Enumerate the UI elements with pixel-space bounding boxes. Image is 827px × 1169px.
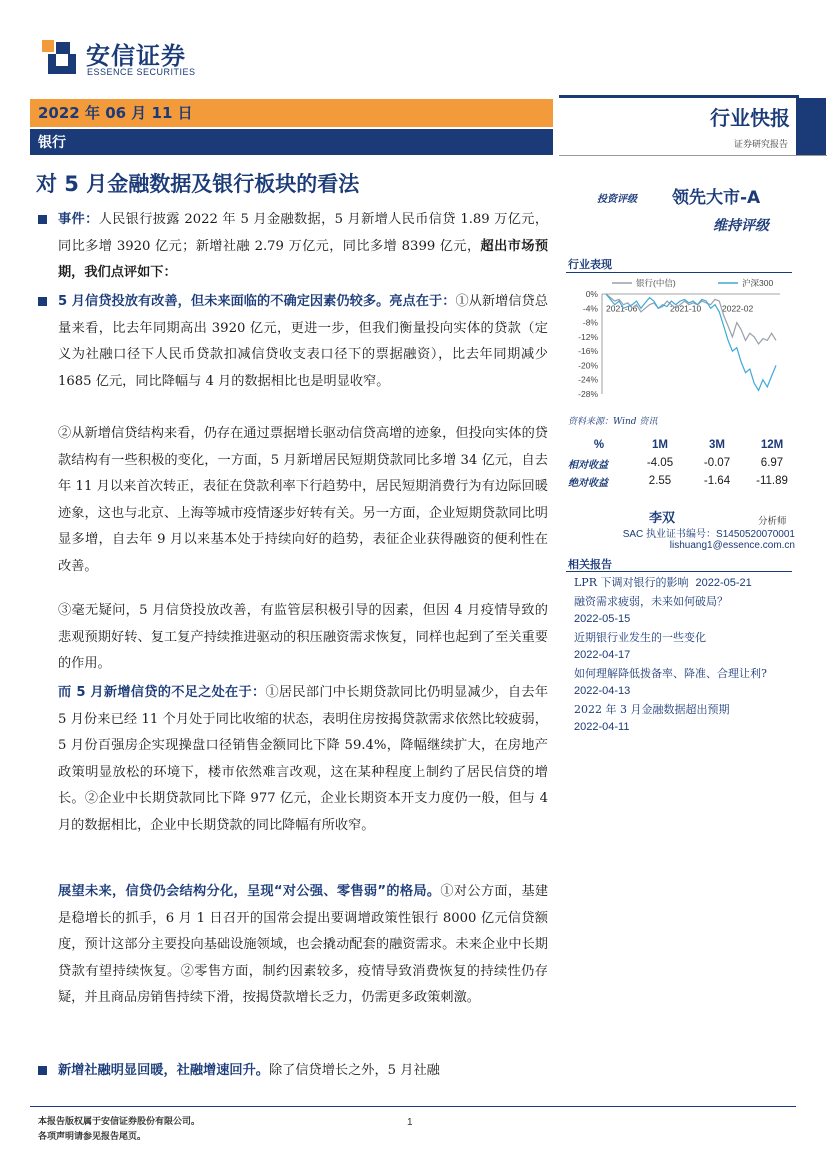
performance-table	[568, 436, 800, 490]
company-logo	[40, 38, 80, 78]
report-date: 2022 年 06 月 11 日	[38, 104, 193, 122]
footer-disclaimer: 各项声明请参见报告尾页。	[38, 1132, 147, 1142]
header-accent-block	[796, 98, 826, 155]
related-report-item[interactable]	[574, 629, 788, 665]
bullet-icon	[38, 297, 47, 306]
analyst-cert: SAC 执业证书编号：S1450520070001	[622, 529, 795, 540]
header-thin-rule	[559, 155, 827, 156]
report-subtitle: 证券研究报告	[733, 140, 788, 150]
table-header-cell: 3M	[709, 439, 725, 451]
rating-value: 领先大市-A	[672, 188, 761, 208]
footer-rule	[30, 1106, 796, 1107]
table-cell: -11.89	[756, 475, 788, 487]
related-report-date: 2022-04-13	[574, 685, 631, 697]
credit-structure-text: ②从新增信贷结构来看，仍存在通过票据增长驱动信贷高增的迹象，但投向实体的贷款结构有一些积极的变化，一方面，5 月新增居民短期贷款同比多增 34 亿元，自去年 11 月以来首次转正，表征在贷款利率下行趋势中，居民短期消费行为有边际回暖迹象，这也与北京、上海等城市疫情逐步好转有关。另一方面，企业短期贷款同比明显多增，自去年 9 月以来基本处于持续向好的趋势，表征企业获得融资的便利性在改善。	[58, 426, 548, 574]
rating-action: 维持评级	[713, 218, 769, 234]
analyst-role: 分析师	[758, 516, 787, 527]
outlook-lead: 展望未来，信贷仍会结构分化，呈现“对公强、零售弱”的格局。	[58, 884, 441, 899]
weakness-text: ①居民部门中长期贷款同比仍明显减少，自去年 5 月份来已经 11 个月处于同比收缩的状态，表明住房按揭贷款需求依然比较疲弱，5 月份百强房企实现操盘口径销售金额同比下降 59.4%，降幅继续扩大，在房地产政策明显放松的环境下，楼市依然难言改观，这在某种程度上制约了居民信贷的增长。②企业中长期贷款同比下降 977 亿元，企业长期资本开支力度仍一般，但与 4 月的数据相比，企业中长期贷款的同比降幅有所收窄。	[58, 685, 549, 833]
table-cell: 6.97	[760, 457, 784, 469]
credit-text: ①从新增信贷总量来看，比去年同期高出 3920 亿元，更进一步，但我们衡量投向实体的贷款（定义为社融口径下人民币贷款扣减信贷收支表口径下的票据融资），比去年同期减少 1685 亿元，同比降幅与 4 月的数据相比也是明显收窄。	[58, 294, 549, 389]
event-lead: 事件：	[58, 212, 99, 227]
related-report-item[interactable]	[574, 701, 788, 737]
table-header-cell: 1M	[652, 439, 668, 451]
table-row-label: 相对收益	[568, 459, 608, 471]
social-financing-lead: 新增社融明显回暖，社融增速回升。	[58, 1063, 269, 1078]
related-report-title: 2022 年 3 月金融数据超出预期	[574, 702, 730, 716]
related-report-date: 2022-05-21	[695, 577, 752, 589]
paragraph-event	[58, 207, 548, 287]
weakness-lead: 而 5 月新增信贷的不足之处在于：	[58, 685, 266, 700]
chart-y-tick-label: -24%	[578, 374, 598, 385]
report-type: 行业快报	[710, 106, 790, 130]
related-report-item[interactable]	[574, 665, 788, 701]
related-report-date: 2022-04-11	[574, 721, 630, 733]
chart-y-tick-label: -12%	[578, 331, 598, 342]
table-header-row	[568, 436, 800, 454]
related-rule	[566, 571, 792, 572]
table-header-cell: %	[593, 439, 605, 451]
chart-y-tick-label: -8%	[582, 317, 598, 328]
paragraph-credit-improvement	[58, 289, 548, 395]
footer-copyright: 本报告版权属于安信证券股份有限公司。	[38, 1117, 201, 1127]
performance-chart	[566, 276, 792, 402]
related-report-date: 2022-05-15	[574, 613, 631, 625]
rating-label: 投资评级	[597, 194, 637, 205]
credit-lead: 5 月信贷投放有改善，但未来面临的不确定因素仍较多。亮点在于：	[58, 294, 456, 309]
analyst-email[interactable]: lishuang1@essence.com.cn	[669, 540, 795, 551]
related-report-title: 如何理解降低拨备率、降准、合理让利?	[574, 666, 767, 680]
related-title: 相关报告	[568, 558, 612, 571]
company-name-cn: 安信证券	[86, 42, 186, 70]
related-report-title: 近期银行业发生的一些变化	[574, 630, 706, 644]
chart-y-tick-label: -28%	[578, 389, 598, 399]
chart-x-tick-label: 2022-02	[722, 303, 754, 314]
perf-title: 行业表现	[568, 258, 612, 271]
related-report-item[interactable]	[574, 574, 788, 593]
chart-y-tick-label: -4%	[582, 303, 598, 314]
related-report-item[interactable]	[574, 593, 788, 629]
event-bold: 超出市场预期，我们点评如下：	[58, 238, 549, 281]
company-name-en: ESSENCE SECURITIES	[87, 67, 196, 77]
perf-rule	[566, 272, 792, 273]
header-divider	[559, 95, 799, 98]
industry-label: 银行	[38, 135, 66, 151]
table-row	[568, 454, 800, 472]
chart-y-tick-label: -16%	[578, 346, 598, 357]
table-header-cell: 12M	[760, 439, 784, 451]
paragraph-outlook	[58, 879, 548, 1012]
paragraph-credit-policy	[58, 598, 548, 678]
chart-x-tick-label: 2021-10	[670, 303, 702, 314]
chart-source: 资料来源：Wind 资讯	[568, 417, 658, 427]
related-report-date: 2022-04-17	[574, 649, 631, 661]
bullet-icon	[38, 215, 47, 224]
paragraph-credit-weakness	[58, 680, 548, 840]
chart-x-tick-label: 2021-06	[606, 303, 638, 314]
industry-bar	[30, 129, 553, 155]
related-report-title: LPR 下调对银行的影响	[574, 576, 689, 589]
table-cell: 2.55	[648, 475, 672, 487]
page-number: 1	[407, 1117, 413, 1128]
paragraph-credit-structure	[58, 421, 548, 581]
chart-legend-label: 沪深300	[742, 278, 774, 288]
table-row	[568, 472, 800, 490]
event-text: 人民银行披露 2022 年 5 月金融数据，5 月新增人民币信贷 1.89 万亿元，同比多增 3920 亿元；新增社融 2.79 万亿元，同比多增 8399 亿元，	[58, 212, 549, 254]
related-reports-list	[574, 574, 788, 737]
social-financing-text: 除了信贷增长之外，5 月社融	[269, 1063, 440, 1078]
bullet-icon	[38, 1066, 47, 1075]
paragraph-social-financing	[58, 1058, 548, 1085]
chart-y-tick-label: 0%	[585, 289, 598, 299]
credit-policy-text: ③毫无疑问，5 月信贷投放改善，有监管层积极引导的因素，但因 4 月疫情导致的悲观预期好转、复工复产持续推进驱动的积压融资需求恢复，同样也起到了至关重要的作用。	[58, 603, 548, 672]
table-cell: -4.05	[646, 457, 674, 469]
chart-y-tick-label: -20%	[578, 360, 598, 371]
table-cell: -1.64	[703, 475, 731, 487]
related-report-title: 融资需求疲弱，未来如何破局？	[574, 594, 728, 608]
table-cell: -0.07	[703, 457, 731, 469]
outlook-text: ①对公方面，基建是稳增长的抓手，6 月 1 日召开的国常会提出要调增政策性银行 8000 亿元信贷额度，预计这部分主要投向基础设施领域，也会撬动配套的融资需求。未来企业中长期贷款有望持续恢复。②零售方面，制约因素较多，疫情导致消费恢复的持续性仍存疑，并且商品房销售持续下滑，按揭贷款增长乏力，仍需更多政策刺激。	[58, 884, 549, 1006]
page-title: 对 5 月金融数据及银行板块的看法	[36, 172, 360, 196]
chart-legend-label: 银行(中信)	[636, 278, 676, 288]
table-row-label: 绝对收益	[568, 477, 608, 489]
analyst-name: 李双	[649, 511, 676, 526]
